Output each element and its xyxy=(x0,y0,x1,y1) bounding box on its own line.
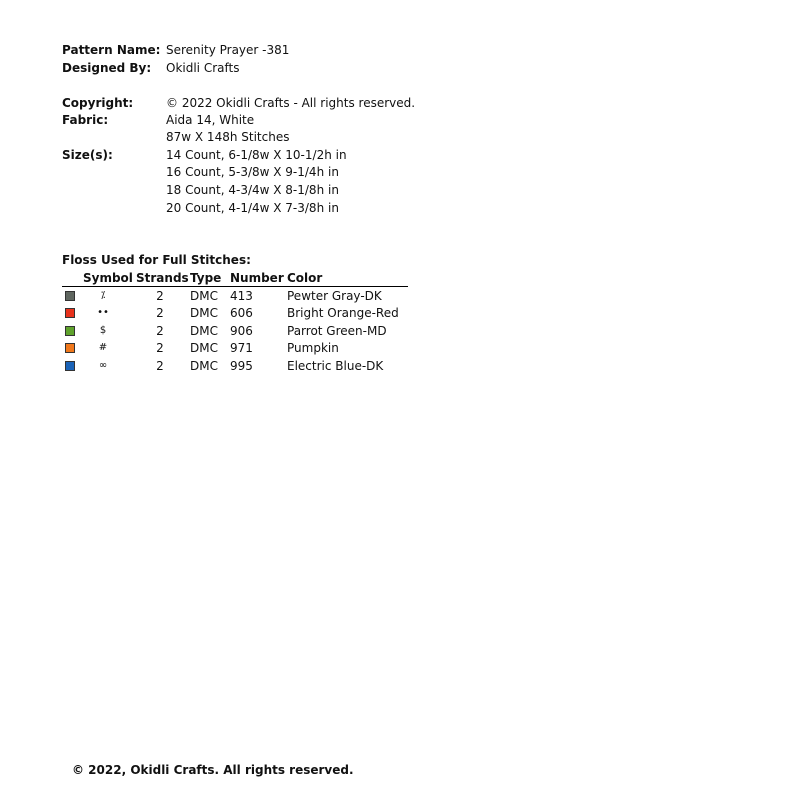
size-20-count: 20 Count, 4-1/4w X 7-3/8h in xyxy=(166,201,339,215)
header-number: Number xyxy=(230,271,284,285)
floss-number: 995 xyxy=(230,359,253,373)
floss-strands: 2 xyxy=(156,359,164,373)
floss-number: 971 xyxy=(230,341,253,355)
floss-color-swatch xyxy=(65,308,75,318)
floss-color-swatch xyxy=(65,291,75,301)
size-16-count: 16 Count, 5-3/8w X 9-1/4h in xyxy=(166,165,339,179)
sizes-label: Size(s): xyxy=(62,148,113,162)
floss-type: DMC xyxy=(190,341,218,355)
floss-strands: 2 xyxy=(156,306,164,320)
floss-number: 906 xyxy=(230,324,253,338)
floss-symbol: # xyxy=(98,342,108,353)
floss-symbol: $ xyxy=(99,325,107,336)
floss-strands: 2 xyxy=(156,289,164,303)
floss-color-swatch xyxy=(65,361,75,371)
designed-by-value: Okidli Crafts xyxy=(166,61,240,75)
floss-strands: 2 xyxy=(156,324,164,338)
stitch-count: 87w X 148h Stitches xyxy=(166,130,290,144)
floss-color-swatch xyxy=(65,326,75,336)
size-18-count: 18 Count, 4-3/4w X 8-1/8h in xyxy=(166,183,339,197)
fabric-value: Aida 14, White xyxy=(166,113,255,127)
floss-color-name: Electric Blue-DK xyxy=(287,359,384,373)
floss-number: 606 xyxy=(230,306,253,320)
pattern-name-value: Serenity Prayer -381 xyxy=(166,43,290,57)
floss-title: Floss Used for Full Stitches: xyxy=(62,253,251,267)
header-color: Color xyxy=(287,271,323,285)
floss-type: DMC xyxy=(190,324,218,338)
header-rule xyxy=(62,286,408,287)
floss-symbol: ⁒ xyxy=(100,290,106,301)
designed-by-label: Designed By: xyxy=(62,61,152,75)
fabric-label: Fabric: xyxy=(62,113,109,127)
floss-color-name: Parrot Green-MD xyxy=(287,324,387,338)
floss-color-name: Pumpkin xyxy=(287,341,339,355)
header-symbol: Symbol xyxy=(83,271,133,285)
copyright-label: Copyright: xyxy=(62,96,134,110)
floss-symbol: ∞ xyxy=(98,360,108,371)
floss-symbol: •• xyxy=(97,307,109,318)
pattern-name-label: Pattern Name: xyxy=(62,43,161,57)
size-14-count: 14 Count, 6-1/8w X 10-1/2h in xyxy=(166,148,347,162)
copyright-value: © 2022 Okidli Crafts - All rights reserved. xyxy=(166,96,416,110)
floss-type: DMC xyxy=(190,306,218,320)
floss-color-name: Pewter Gray-DK xyxy=(287,289,382,303)
floss-type: DMC xyxy=(190,359,218,373)
footer-copyright: © 2022, Okidli Crafts. All rights reserved. xyxy=(72,763,354,777)
header-type: Type xyxy=(190,271,222,285)
floss-type: DMC xyxy=(190,289,218,303)
floss-color-swatch xyxy=(65,343,75,353)
floss-number: 413 xyxy=(230,289,253,303)
floss-color-name: Bright Orange-Red xyxy=(287,306,399,320)
header-strands: Strands xyxy=(136,271,189,285)
floss-strands: 2 xyxy=(156,341,164,355)
